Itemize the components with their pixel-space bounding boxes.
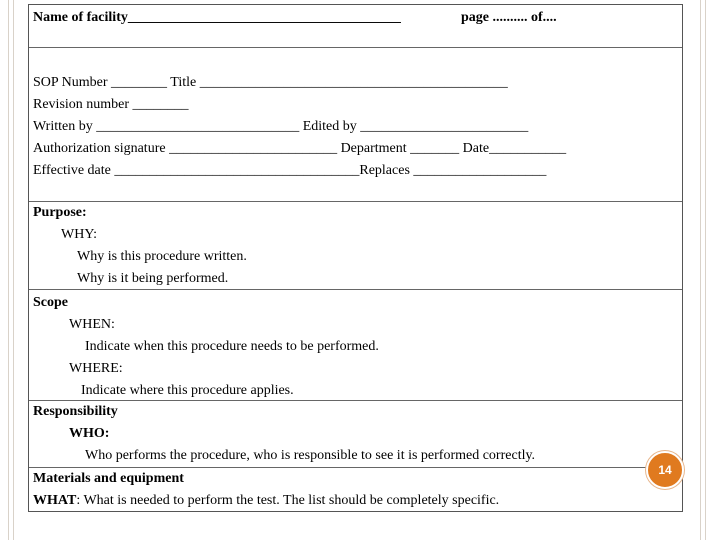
effective-date-line: Effective date ___________________________________Replaces ___________________ — [33, 163, 547, 178]
what-line — [33, 490, 499, 512]
when-text: Indicate when this procedure needs to be performed. — [85, 339, 379, 354]
who-label: WHO: — [69, 426, 110, 441]
right-border-line — [700, 0, 701, 540]
page-counter: page .......... of.... — [461, 10, 557, 25]
who-text: Who performs the procedure, who is responsible to see it is performed correctly. — [85, 448, 536, 463]
materials-section — [29, 468, 682, 512]
scope-heading: Scope — [33, 295, 68, 310]
authorization-line: Authorization signature ________________________ Department _______ Date___________ — [33, 141, 567, 156]
revision-number-line: Revision number ________ — [33, 97, 189, 112]
sop-number-line: SOP Number ________ Title ____________________________________________ — [33, 75, 508, 90]
when-label: WHEN: — [69, 317, 115, 332]
header-row — [29, 5, 682, 48]
where-text: Indicate where this procedure applies. — [81, 383, 294, 398]
facility-name-field: Name of facility_______________________________________ — [33, 10, 401, 25]
responsibility-heading: Responsibility — [33, 404, 118, 419]
what-label: WHAT — [33, 493, 77, 508]
left-border-line — [8, 0, 9, 540]
what-text: : What is needed to perform the test. The list should be completely specific. — [76, 493, 500, 508]
why-label: WHY: — [61, 227, 98, 242]
purpose-line: Why is it being performed. — [77, 271, 229, 286]
written-by-line: Written by _____________________________ Edited by ________________________ — [33, 119, 529, 134]
right-border-line — [705, 0, 706, 540]
purpose-heading: Purpose: — [33, 205, 87, 220]
materials-heading: Materials and equipment — [33, 471, 184, 486]
sop-form — [28, 4, 683, 512]
info-section — [29, 48, 682, 202]
left-border-line — [13, 0, 14, 540]
responsibility-section — [29, 401, 682, 468]
slide-number-badge: 14 — [646, 451, 684, 489]
purpose-line: Why is this procedure written. — [77, 249, 247, 264]
scope-section — [29, 290, 682, 401]
where-label: WHERE: — [69, 361, 123, 376]
purpose-section — [29, 202, 682, 290]
